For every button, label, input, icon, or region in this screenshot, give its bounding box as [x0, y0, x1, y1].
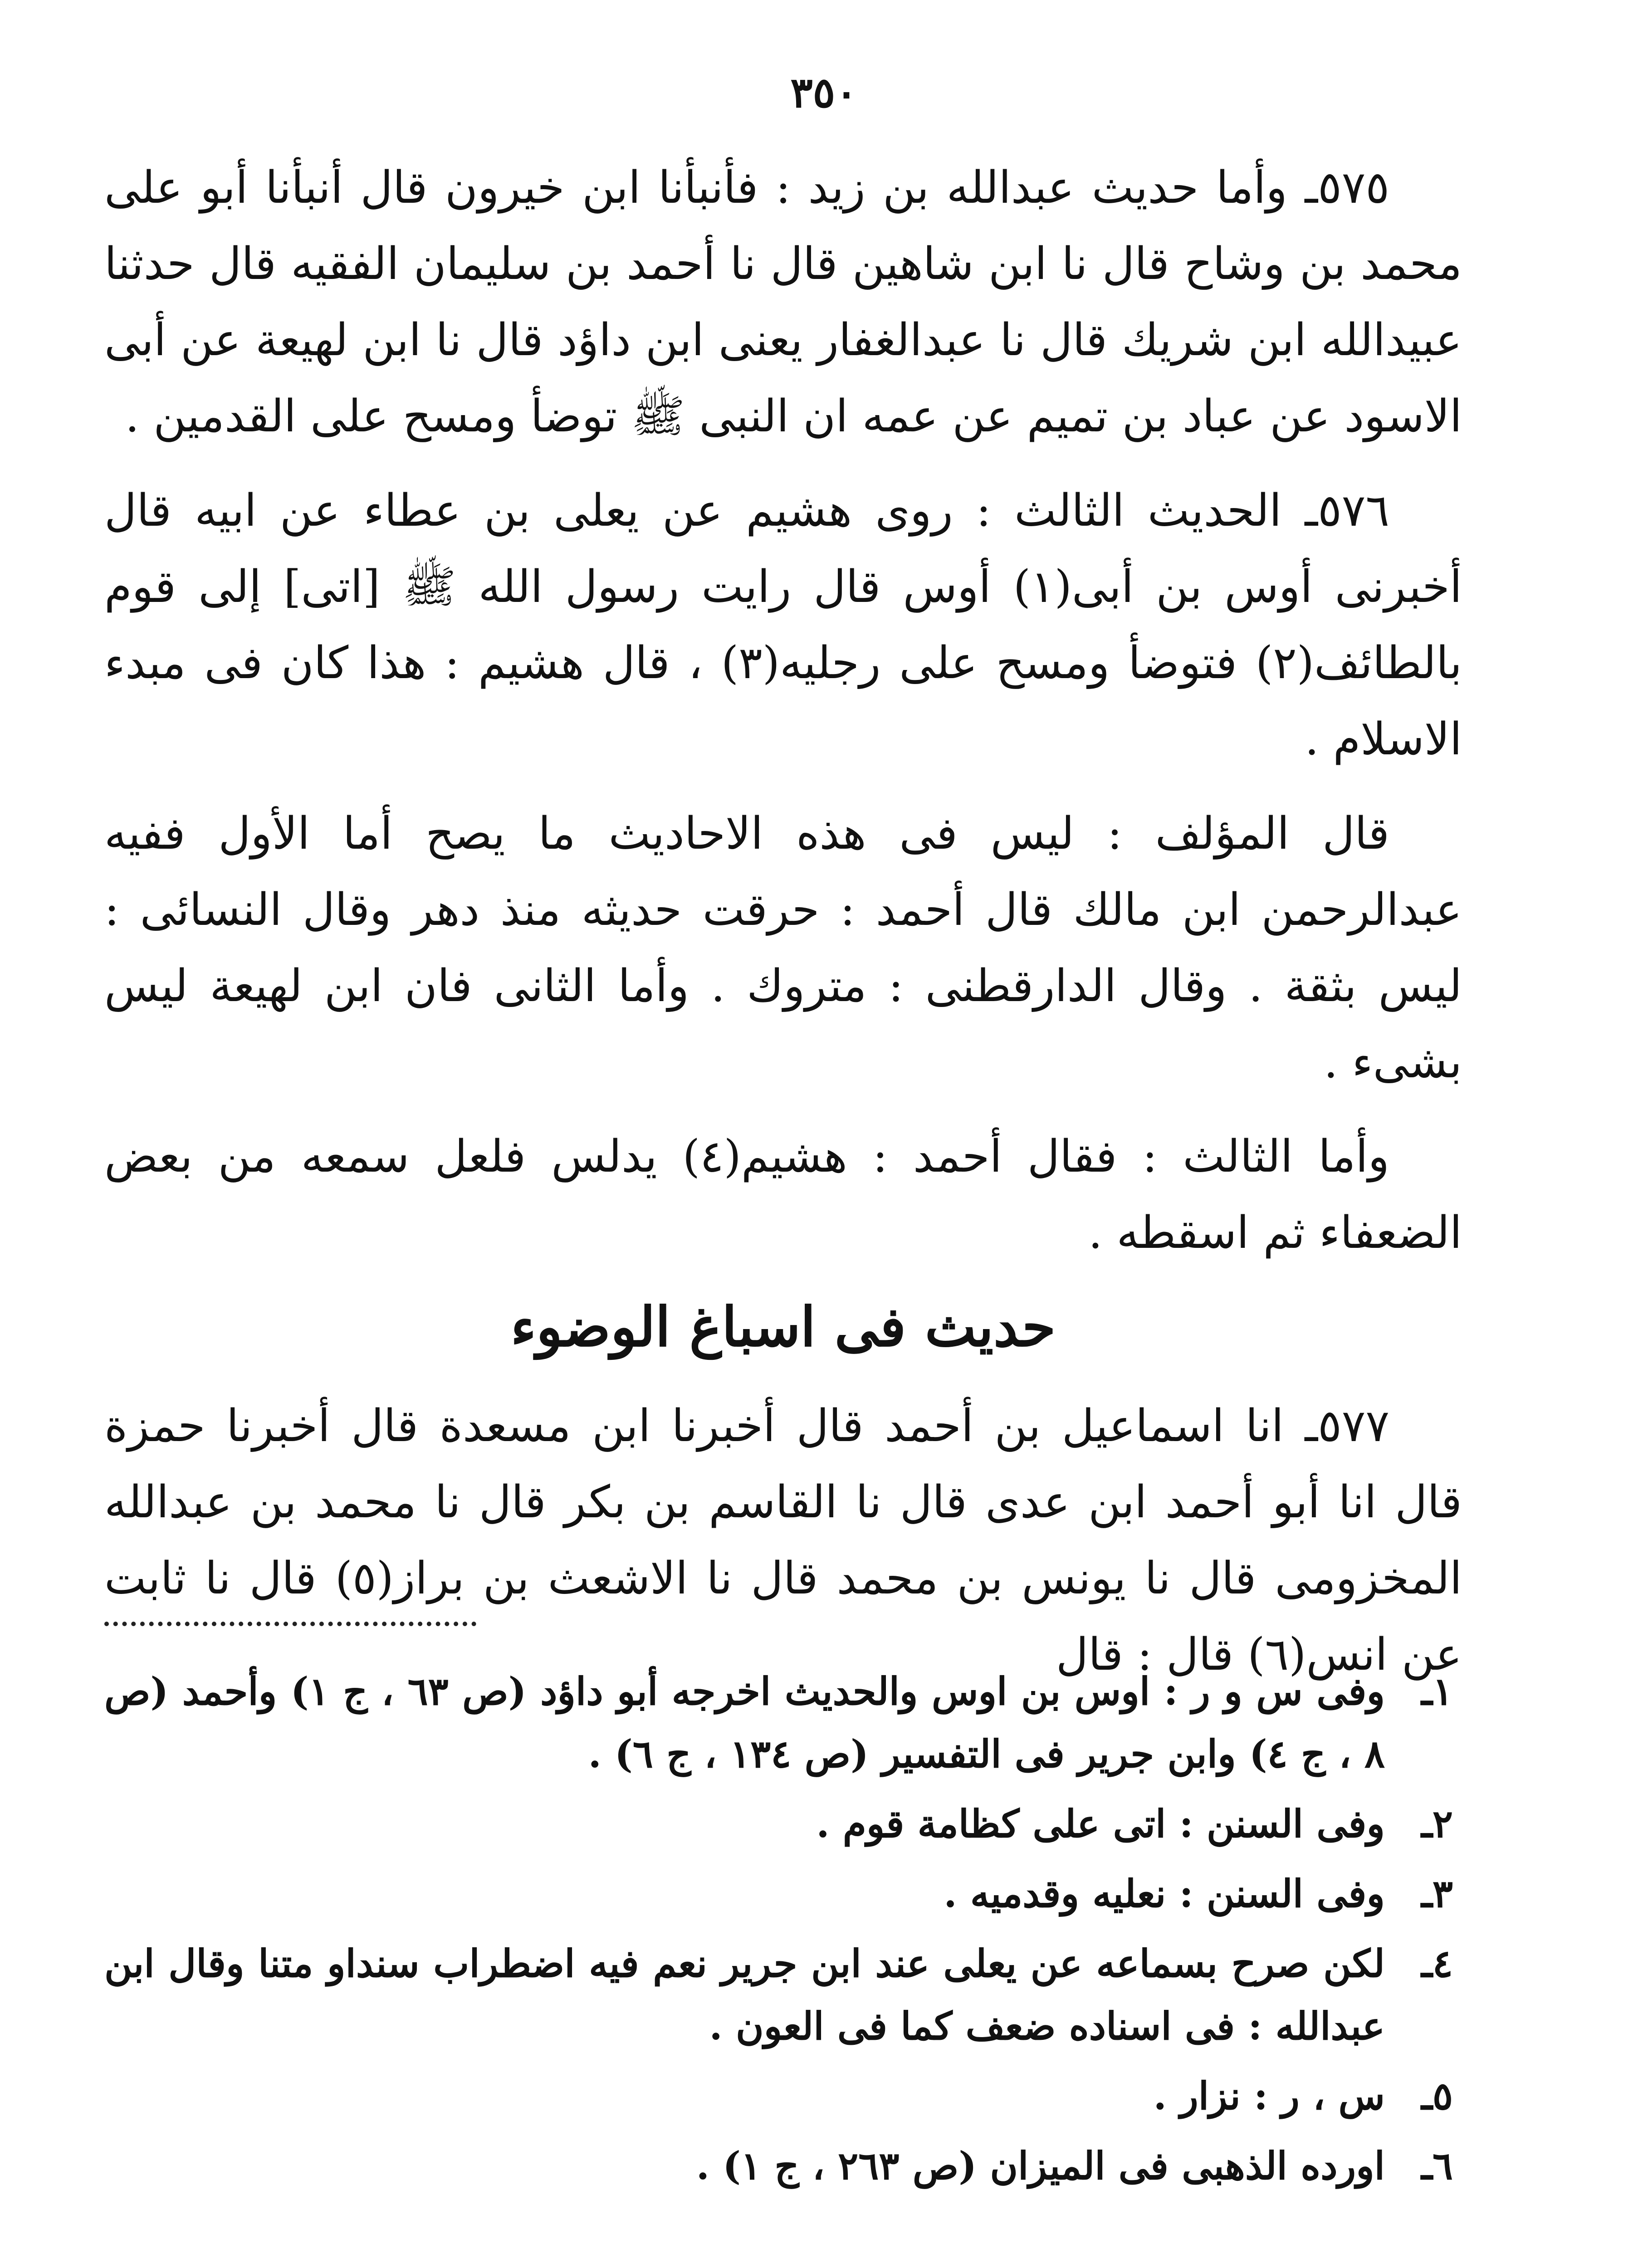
footnote-number: ٥ـ: [1421, 2073, 1453, 2118]
footnote-text: لكن صرح بسماعه عن يعلى عند ابن جرير نعم فيه اضطراب سنداو متنا وقال ابن عبدالله : فى اسناده ضعف كما فى العون .: [104, 1941, 1385, 2048]
footnote-text: اورده الذهبى فى الميزان (ص ٢٦٣ ، ج ١) .: [696, 2143, 1385, 2188]
footnote-2: [104, 1793, 1453, 1855]
paragraph-577: ٥٧٧ـ انا اسماعيل بن أحمد قال أخبرنا ابن مسعدة قال أخبرنا حمزة قال انا أبو أحمد ابن عدى قال نا القاسم بن بكر قال نا محمد بن عبدالله المخزومى قال نا يونس بن محمد قال نا الاشعث بن براز(٥) قال نا ثابت عن انس(٦) قال : قال: [104, 1400, 1462, 1681]
paragraph-576: ٥٧٦ـ الحديث الثالث : روى هشيم عن يعلى بن عطاء عن ابيه قال أخبرنى أوس بن أبى(١) أوس قال رايت رسول الله ﷺ [اتى] إلى قوم بالطائف(٢) فتوضأ ومسح على رجليه(٣) ، قال هشيم : هذا كان فى مبدء الاسلام .: [104, 485, 1462, 765]
footnote-4: [104, 1932, 1453, 2058]
footnote-3: [104, 1862, 1453, 1925]
footnote-number: ١ـ: [1421, 1669, 1453, 1714]
footnote-5: [104, 2065, 1453, 2127]
paragraph-third: وأما الثالث : فقال أحمد : هشيم(٤) يدلس فلعل سمعه من بعض الضعفاء ثم اسقطه .: [104, 1131, 1462, 1259]
footnotes: [104, 1660, 1453, 2204]
footnote-number: ٦ـ: [1421, 2143, 1453, 2188]
footnote-1: [104, 1660, 1453, 1785]
main-text: [104, 150, 1462, 1711]
paragraph-575: ٥٧٥ـ وأما حديث عبدالله بن زيد : فأنبأنا ابن خيرون قال أنبأنا أبو على محمد بن وشاح قال نا ابن شاهين قال نا أحمد بن سليمان الفقيه قال حدثنا عبيدالله ابن شريك قال نا عبدالغفار يعنى ابن داؤد قال نا ابن لهيعة عن أبى الاسود عن عباد بن تميم عن عمه ان النبى ﷺ توضأ ومسح على القدمين .: [104, 162, 1462, 442]
paragraph-author-note: قال المؤلف : ليس فى هذه الاحاديث ما يصح أما الأول ففيه عبدالرحمن ابن مالك قال أحمد : حرقت حديثه منذ دهر وقال النسائى : ليس بثقة . وقال الدارقطنى : متروك . وأما الثانى فان ابن لهيعة ليس بشىء .: [104, 808, 1462, 1088]
footnote-text: س ، ر : نزار .: [1153, 2073, 1385, 2118]
page-number: ٣٥٠: [790, 68, 858, 117]
footnote-number: ٢ـ: [1421, 1801, 1453, 1846]
section-heading: حديث فى اسباغ الوضوء: [510, 1295, 1056, 1359]
footnote-number: ٣ـ: [1421, 1871, 1453, 1916]
footnote-6: [104, 2135, 1453, 2197]
footnote-text: وفى س و ر : اوس بن اوس والحديث اخرجه أبو داؤد (ص ٦٣ ، ج ١) وأحمد (ص ٨ ، ج ٤) وابن جرير فى التفسير (ص ١٣٤ ، ج ٦) .: [104, 1669, 1385, 1776]
footnote-number: ٤ـ: [1421, 1941, 1453, 1986]
footnote-divider: [104, 1622, 476, 1626]
footnote-text: وفى السنن : نعليه وقدميه .: [944, 1871, 1385, 1916]
footnote-text: وفى السنن : اتى على كظامة قوم .: [816, 1801, 1385, 1846]
